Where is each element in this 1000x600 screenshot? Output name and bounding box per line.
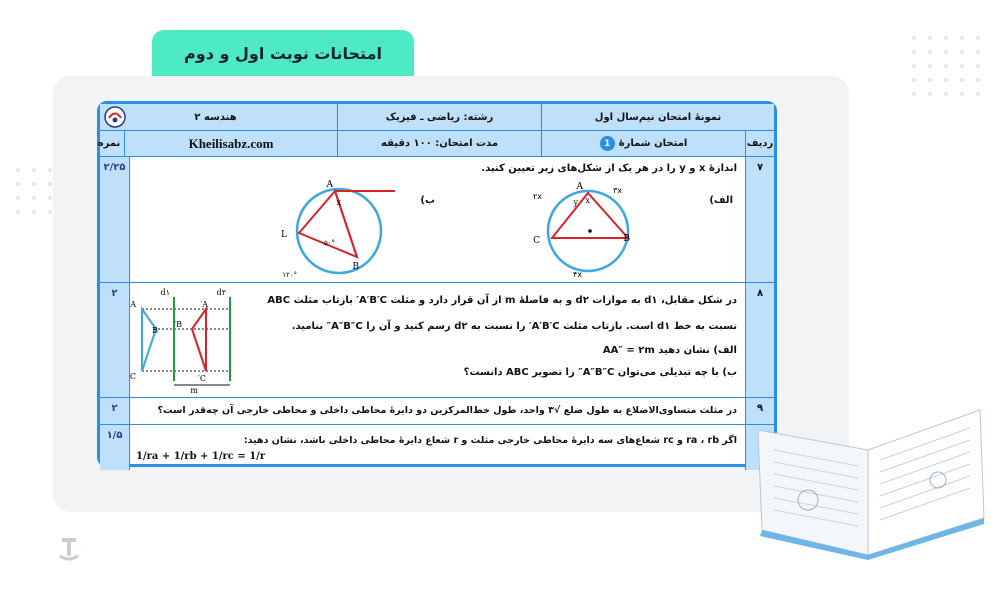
book-illustration bbox=[748, 390, 988, 560]
question-number: ۹ bbox=[745, 398, 774, 425]
circle-figure-b bbox=[275, 177, 400, 279]
exam-number-badge: 1 bbox=[600, 136, 615, 151]
question-score: ۲ bbox=[100, 283, 130, 398]
question-text: اگر ra ، rb و rc شعاع‌های سه دایرهٔ محاطی خارجی مثلث و r شعاع دایرهٔ محاطی داخلی باشد، نشان دهید: bbox=[243, 435, 737, 446]
exam-sheet bbox=[97, 101, 777, 467]
label-A: A bbox=[576, 182, 583, 192]
question-9 bbox=[130, 398, 745, 425]
website-label: Kheilisabz.com bbox=[124, 131, 337, 156]
label-C-prime: C′ bbox=[198, 374, 206, 383]
label-C: C bbox=[533, 236, 540, 246]
question-text: اندازهٔ x و y را در هر یک از شکل‌های زیر تعیین کنید. bbox=[481, 163, 737, 174]
question-line-4: ب) با چه تبدیلی می‌توان A″B″C″ را تصویر ABC دانست؟ bbox=[463, 367, 737, 378]
label-B: B bbox=[152, 326, 158, 335]
label-angle: ۵۰° bbox=[323, 239, 335, 247]
label-A: A bbox=[326, 180, 333, 190]
label-d1: d۱ bbox=[160, 288, 170, 297]
label-arc: ۱۲۰° bbox=[282, 271, 297, 279]
question-number: ۸ bbox=[745, 283, 774, 398]
label-d2: d۲ bbox=[216, 288, 226, 297]
field-label: رشته: ریاضی ـ فیزیک bbox=[337, 104, 541, 130]
header-row-1 bbox=[100, 104, 774, 131]
question-line-1: در شکل مقابل، d۱ به موازات d۲ و به فاصلهٔ m از آن قرار دارد و مثلث A′B′C′ بازتاب مثلث ABC bbox=[267, 295, 737, 306]
formula: 1/ra + 1/rb + 1/rc = 1/r bbox=[136, 451, 266, 462]
question-8 bbox=[130, 283, 745, 398]
question-line-2: نسبت به خط d۱ است. بازتاب مثلث A′B′C′ را نسبت به d۲ رسم کنید و آن را A″B″C″ بنامید. bbox=[291, 321, 737, 332]
brand-logo-icon bbox=[54, 532, 84, 572]
row-label: ردیف bbox=[745, 131, 774, 156]
label-y: y bbox=[573, 198, 578, 207]
question-text: در مثلث متساوی‌الاضلاع به طول ضلع √۳ واحد، طول خط‌المرکزین دو دایرهٔ محاطی داخلی و محاطی خارجی آن چه‌قدر است؟ bbox=[157, 405, 737, 416]
exam-number-cell bbox=[541, 131, 745, 156]
label-B: B bbox=[623, 234, 630, 244]
question-7 bbox=[130, 157, 745, 283]
label-arc-2x: ۲x bbox=[532, 192, 542, 201]
label-B: B bbox=[352, 262, 359, 272]
label-A: A bbox=[130, 300, 136, 309]
question-10 bbox=[130, 425, 745, 470]
question-score: ۱/۵ bbox=[100, 425, 130, 470]
question-number: ۷ bbox=[745, 157, 774, 283]
part-a-label: الف) bbox=[709, 195, 733, 206]
label-A-prime: A′ bbox=[200, 300, 208, 309]
label-L: L bbox=[281, 230, 287, 240]
score-label: نمره bbox=[97, 138, 121, 149]
exam-number-label: امتحان شمارهٔ bbox=[618, 138, 688, 149]
question-line-3: الف) نشان دهید AA″ = ۲m bbox=[602, 345, 737, 356]
publisher-logo-icon bbox=[104, 106, 126, 128]
reflection-figure bbox=[129, 287, 244, 395]
label-C: C bbox=[129, 372, 136, 381]
exam-title: نمونهٔ امتحان نیم‌سال اول bbox=[541, 104, 774, 130]
label-x: x bbox=[336, 198, 341, 207]
question-score: ۲ bbox=[100, 398, 130, 425]
subject-label: هندسه ۲ bbox=[194, 111, 237, 123]
label-B-prime: B′ bbox=[174, 320, 182, 329]
banner-title: امتحانات نوبت اول و دوم bbox=[152, 30, 414, 76]
label-m: m bbox=[190, 386, 198, 395]
decor-dots bbox=[912, 36, 982, 96]
circle-figure-a bbox=[530, 177, 650, 279]
question-score: ۲/۲۵ bbox=[100, 157, 130, 283]
label-arc-4x: ۴x bbox=[572, 270, 582, 279]
part-b-label: ب) bbox=[420, 195, 435, 206]
duration-label: مدت امتحان: ۱۰۰ دقیقه bbox=[337, 131, 541, 156]
header-row-2 bbox=[97, 131, 774, 157]
label-arc-3x: ۳x bbox=[612, 186, 622, 195]
label-x: x bbox=[585, 196, 590, 205]
